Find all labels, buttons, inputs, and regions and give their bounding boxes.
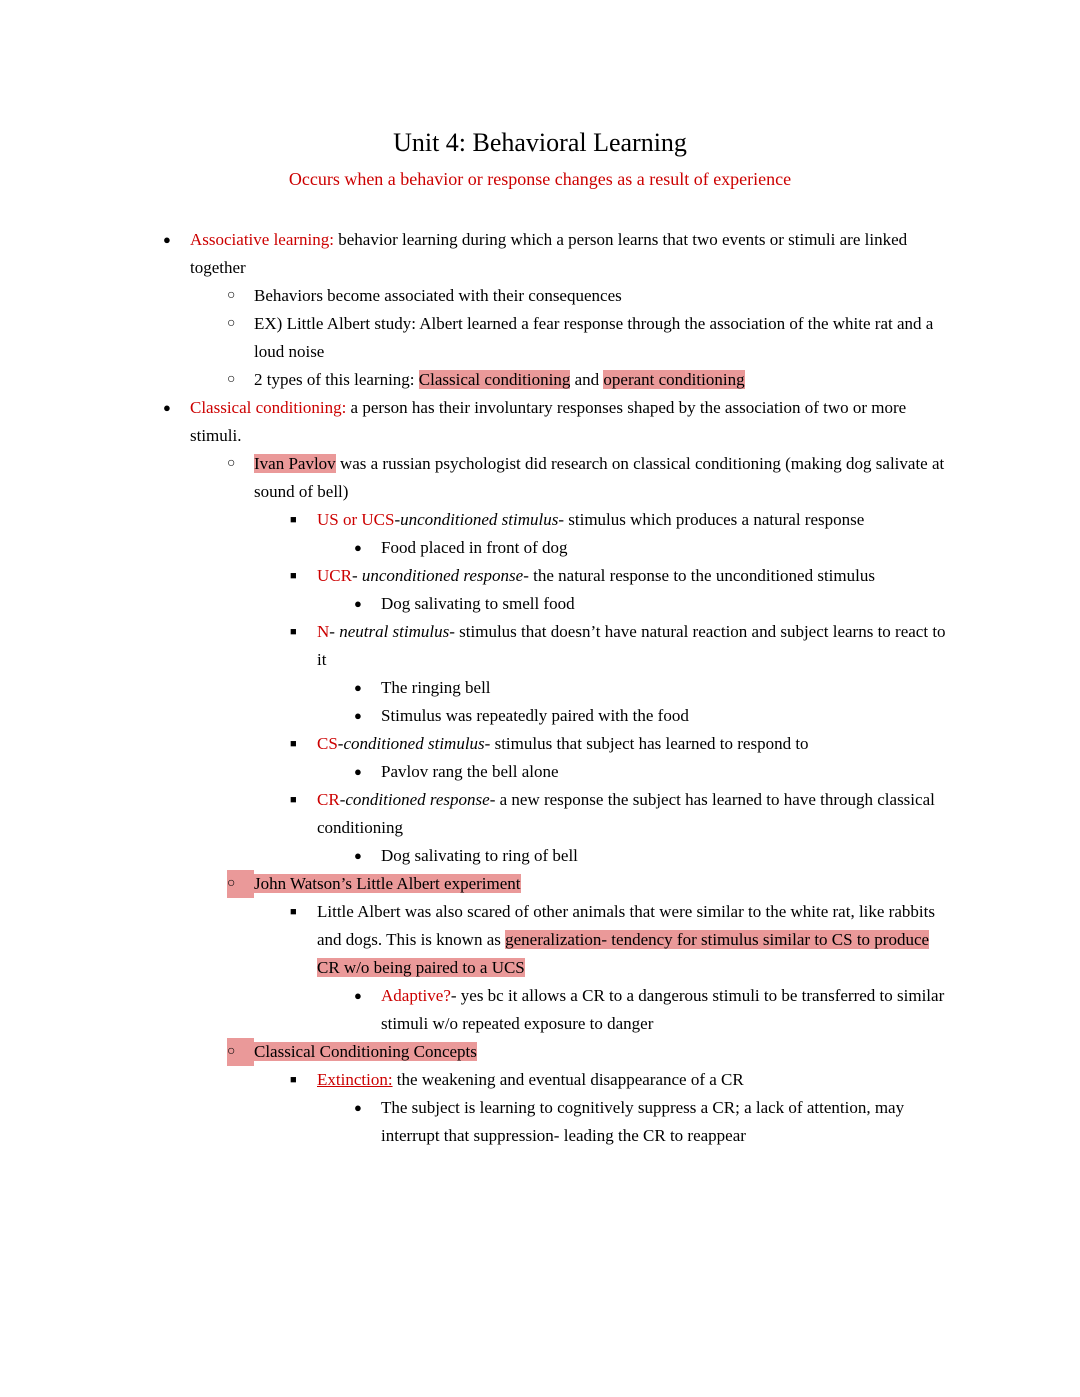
list-item [227,310,948,366]
list-item-text [190,394,948,450]
list-item-text [381,534,948,562]
list-item-text [381,758,948,786]
list-item [290,562,948,590]
text-segment: unconditioned response [361,566,524,585]
list-item-text [381,842,948,870]
bullet-icon: ● [354,1100,362,1115]
page-subtitle: Occurs when a behavior or response changes as a result of experience [288,169,792,189]
text-segment: - [329,622,340,641]
text-segment: the weakening and eventual disappearance of a CR [392,1070,744,1089]
text-segment: conditioned response [345,790,490,809]
list-item [354,702,948,730]
text-segment: Dog salivating to smell food [381,594,575,613]
bullet-icon: ○ [227,372,236,387]
text-segment: and [570,370,604,389]
list-item [354,1094,948,1150]
list-item-text [254,282,948,310]
text-segment: Pavlov rang the bell alone [381,762,559,781]
bullet-icon: ○ [227,288,236,303]
text-segment: John Watson’s Little Albert experiment [254,874,521,893]
list-item-text [190,226,948,282]
text-segment: Food placed in front of dog [381,538,568,557]
bullet-icon: ■ [290,1074,297,1086]
list-item [227,870,948,898]
list-item-text [317,618,948,674]
text-segment: Little Albert was also scared of other animals that were similar to the white rat, like rabbits and dogs. This is known as [317,902,935,949]
bullet-icon: ● [354,680,362,695]
text-segment: conditioned stimulus [343,734,485,753]
text-segment: - stimulus that doesn’t have natural reaction and subject learns to react to it [317,622,946,669]
list-item [163,226,948,282]
text-segment: behavior learning during which a person learns that two events or stimuli are linked together [190,230,908,277]
text-segment: - [351,566,362,585]
list-item-text [317,506,948,534]
list-item [227,1038,948,1066]
text-segment: Dog salivating to ring of bell [381,846,578,865]
text-segment: Extinction: [317,1070,393,1089]
list-item [354,758,948,786]
text-segment: Ivan Pavlov [254,454,336,473]
list-item-text [381,702,948,730]
bullet-icon: ● [354,764,362,779]
list-item-text [317,898,948,982]
text-segment: Classical conditioning: [190,398,347,417]
list-item-text [317,786,948,842]
text-segment: Adaptive? [381,986,451,1005]
list-item-text [254,310,948,366]
list-item-text [381,674,948,702]
bullet-icon: ● [354,596,362,611]
text-segment: unconditioned stimulus [400,510,559,529]
list-item [290,1066,948,1094]
list-item-text [317,730,948,758]
bullet-icon: ○ [227,316,236,331]
bullet-icon: ■ [290,514,297,526]
text-segment: generalization- tendency for stimulus similar to CS to produce CR w/o being paired to a UCS [317,930,930,977]
list-item-text [381,1094,948,1150]
bullet-icon: ■ [290,906,297,918]
list-item [290,618,948,674]
text-segment: Classical conditioning [418,370,571,389]
text-segment: - [394,510,401,529]
text-segment: US or UCS [317,510,395,529]
text-segment: Stimulus was repeatedly paired with the food [381,706,689,725]
text-segment: - [337,734,344,753]
text-segment: Behaviors become associated with their consequences [254,286,622,305]
list-item-text [317,1066,948,1094]
text-segment: - stimulus that subject has learned to respond to [484,734,809,753]
text-segment: N [317,622,330,641]
bullet-icon: ● [354,848,362,863]
list-item [227,450,948,506]
bullet-icon: ● [354,708,362,723]
list-item-text [317,562,948,590]
bullet-icon: ○ [227,870,254,898]
text-segment: - yes bc it allows a CR to a dangerous stimuli to be transferred to similar stimuli w/o repeated exposure to danger [381,986,945,1033]
text-segment: CS [317,734,338,753]
list-item [290,506,948,534]
list-item-text [254,450,948,506]
text-segment: neutral stimulus [339,622,450,641]
text-segment: was a russian psychologist did research on classical conditioning (making dog salivate at sound of bell) [254,454,945,501]
list-item-text [254,870,948,898]
list-item [290,786,948,842]
list-item [354,534,948,562]
list-item [354,674,948,702]
text-segment: - the natural response to the unconditioned stimulus [523,566,875,585]
bullet-icon: ■ [290,794,297,806]
bullet-icon: ● [163,400,171,415]
bullet-icon: ● [354,988,362,1003]
list-item [354,982,948,1038]
list-item [163,394,948,450]
list-item-text [381,982,948,1038]
list-item-text [381,590,948,618]
bullet-icon: ● [163,232,171,247]
text-segment: CR [317,790,340,809]
text-segment: - stimulus which produces a natural response [558,510,865,529]
list-item [227,282,948,310]
list-item [227,366,948,394]
document-list [0,226,1080,1150]
list-item-text [254,366,948,394]
text-segment: UCR [317,566,352,585]
bullet-icon: ■ [290,738,297,750]
bullet-icon: ■ [290,570,297,582]
text-segment: Classical Conditioning Concepts [254,1042,477,1061]
text-segment: Associative learning: [190,230,334,249]
text-segment: a person has their involuntary responses shaped by the association of two or more stimuli. [190,398,907,445]
text-segment: The subject is learning to cognitively suppress a CR; a lack of attention, may interrupt that suppression- leading the CR to reappear [381,1098,905,1145]
list-item [354,590,948,618]
text-segment: operant conditioning [603,370,745,389]
list-item [290,730,948,758]
text-segment: 2 types of this learning: [254,370,419,389]
text-segment: - [339,790,346,809]
list-item [354,842,948,870]
bullet-icon: ● [354,540,362,555]
list-item [290,898,948,982]
text-segment: - a new response the subject has learned to have through classical conditioning [317,790,935,837]
text-segment: EX) Little Albert study: Albert learned a fear response through the association of the white rat and a loud noise [254,314,934,361]
list-item-text [254,1038,948,1066]
bullet-icon: ○ [227,1038,254,1066]
page-title: Unit 4: Behavioral Learning [393,128,687,157]
text-segment: The ringing bell [381,678,491,697]
bullet-icon: ■ [290,626,297,638]
bullet-icon: ○ [227,456,236,471]
